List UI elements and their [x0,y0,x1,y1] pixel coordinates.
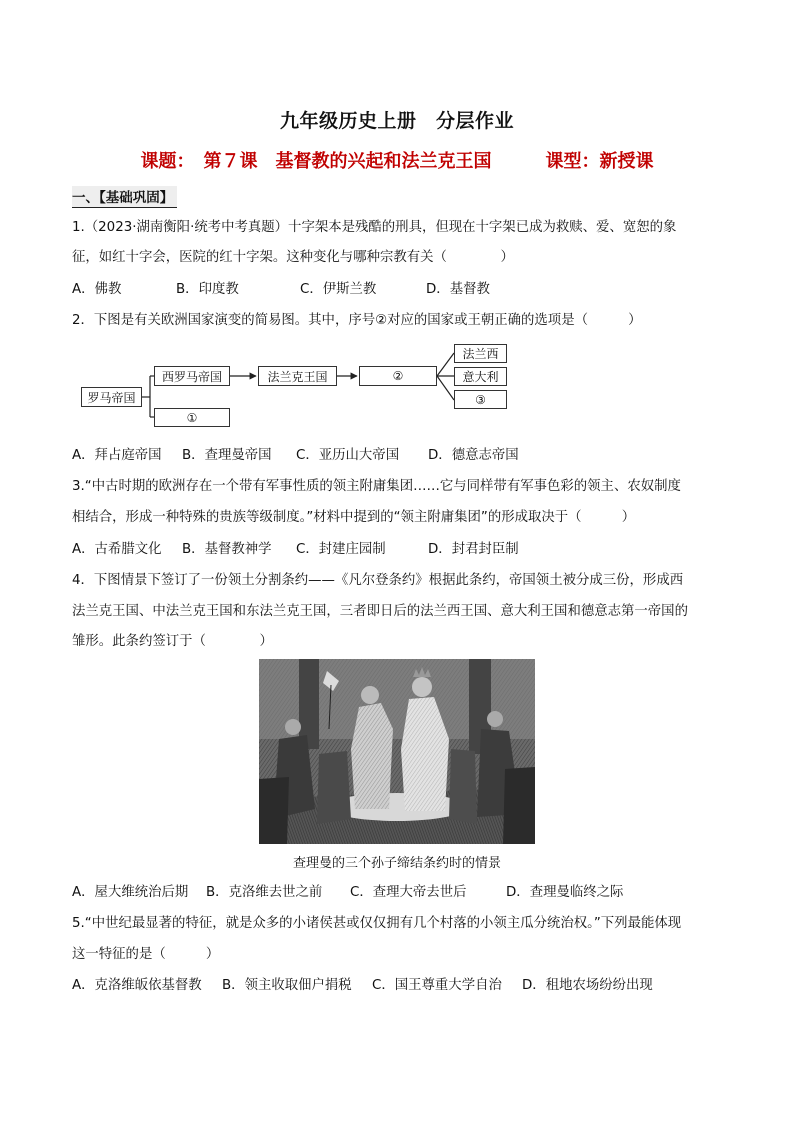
q5-option-d[interactable]: D．租地农场纷纷出现 [522,978,653,993]
q5-option-a[interactable]: A．克洛维皈依基督教 [72,978,202,993]
frankish-kingdom-box: 法兰克王国 [258,366,337,386]
q5-stem-line2: 这一特征的是（ ） [72,947,220,962]
blank-2-box: ② [359,366,437,386]
q2-stem: 2．下图是有关欧洲国家演变的简易图。其中，序号②对应的国家或王朝正确的选项是（ ） [72,313,642,328]
q3-stem-line1: 3.“中古时期的欧洲存在一个带有军事性质的领主附庸集团……它与同样带有军事色彩的领主、农奴制度 [72,479,681,494]
q3-option-a[interactable]: A．古希腊文化 [72,542,162,557]
q1-option-b[interactable]: B．印度教 [176,282,239,297]
q4-option-c[interactable]: C．查理大帝去世后 [350,885,467,900]
q3-option-c[interactable]: C．封建庄园制 [296,542,386,557]
q1-option-a[interactable]: A．佛教 [72,282,122,297]
italy-box: 意大利 [454,367,507,386]
france-box: 法兰西 [454,344,507,363]
q5-option-b[interactable]: B．领主收取佃户捐税 [222,978,352,993]
q4-option-d[interactable]: D．查理曼临终之际 [506,885,624,900]
treaty-engraving-image [259,659,535,844]
page-title: 九年级历史上册 分层作业 [279,110,514,132]
q4-option-a[interactable]: A．屋大维统治后期 [72,885,189,900]
q4-stem-line1: 4．下图情景下签订了一份领土分割条约——《凡尔登条约》根据此条约，帝国领土被分成三份，形成西 [72,573,684,588]
q5-stem-line1: 5.“中世纪最显著的特征，就是众多的小诸侯甚或仅仅拥有几个村落的小领主瓜分统治权。”下列最能体现 [72,916,682,931]
section-heading: 一、【基础巩固】 [72,186,177,208]
roman-empire-box: 罗马帝国 [81,387,142,407]
q3-option-b[interactable]: B．基督教神学 [182,542,272,557]
q3-stem-line2: 相结合，形成一种特殊的贵族等级制度。”材料中提到的“领主附庸集团”的形成取决于（ ） [72,510,636,525]
blank-3-box: ③ [454,390,507,409]
q2-option-d[interactable]: D．德意志帝国 [428,448,519,463]
lesson-name: 第７课 基督教的兴起和法兰克王国 [203,151,492,172]
q2-option-c[interactable]: C．亚历山大帝国 [296,448,400,463]
q5-option-c[interactable]: C．国王尊重大学自治 [372,978,502,993]
q4-option-b[interactable]: B．克洛维去世之前 [206,885,323,900]
image-caption: 查理曼的三个孙子缔结条约时的情景 [292,856,501,871]
q4-stem-line3: 雏形。此条约签订于（ ） [72,634,273,649]
q1-stem-line1: 1.（2023·湖南衡阳·统考中考真题）十字架本是残酷的刑具，但现在十字架已成为救赎、爱、宽恕的象 [72,220,677,235]
west-roman-empire-box: 西罗马帝国 [154,366,230,386]
lesson-type: 课型：新授课 [545,151,654,172]
lesson-prefix: 课题： [140,151,186,172]
q2-option-b[interactable]: B．查理曼帝国 [182,448,272,463]
q1-option-c[interactable]: C．伊斯兰教 [300,282,377,297]
q4-stem-line2: 法兰克王国、中法兰克王国和东法兰克王国，三者即日后的法兰西王国、意大利王国和德意志第一帝国的 [72,604,688,619]
q1-option-d[interactable]: D．基督教 [426,282,490,297]
q3-option-d[interactable]: D．封君封臣制 [428,542,519,557]
q1-stem-line2: 征，如红十字会，医院的红十字架。这种变化与哪种宗教有关（ ） [72,250,514,265]
q2-option-a[interactable]: A．拜占庭帝国 [72,448,162,463]
blank-1-box: ① [154,408,230,427]
